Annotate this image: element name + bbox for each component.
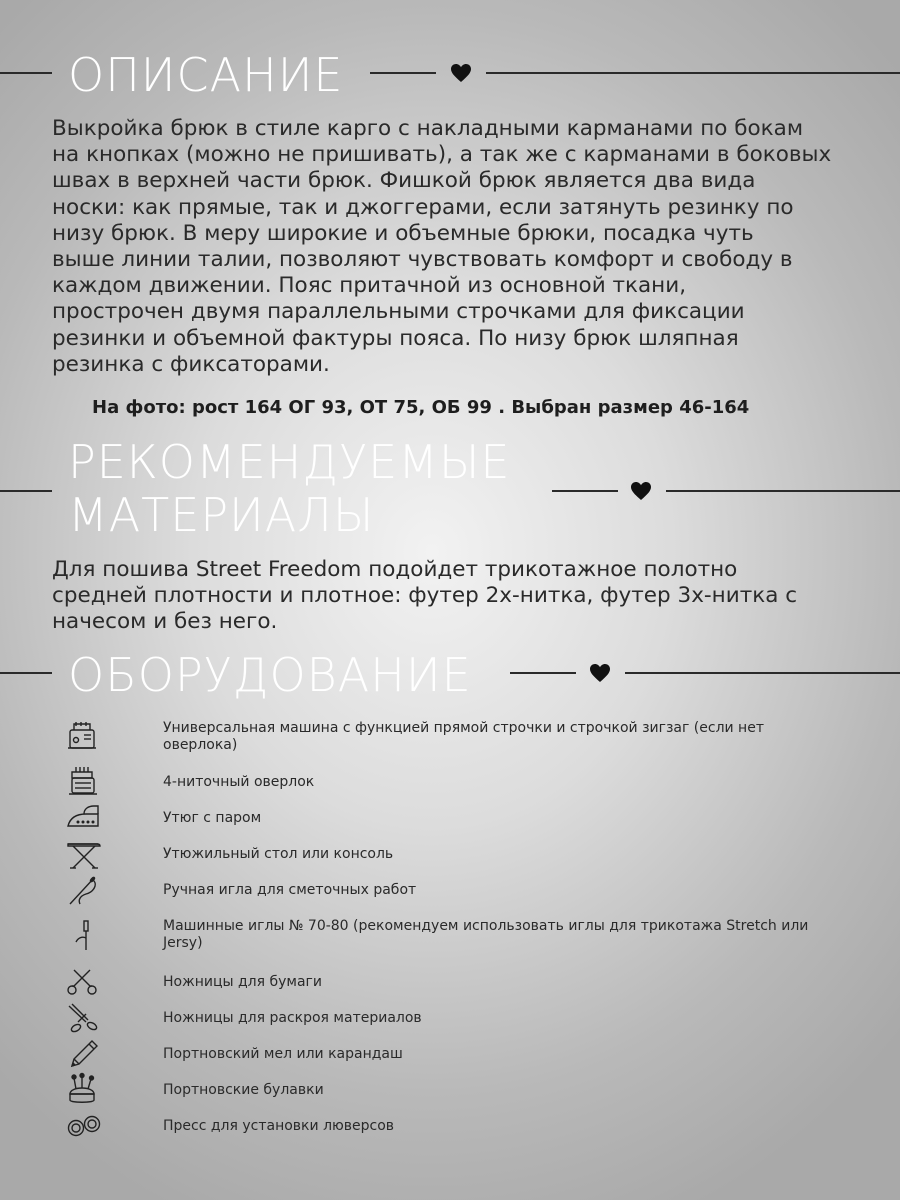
description-line: носки: как прямые, так и джоггерами, если затянуть резинку по <box>52 194 794 220</box>
rule-middle <box>510 672 576 674</box>
equipment-label-line: Машинные иглы № 70-80 (рекомендуем использовать иглы для трикотажа Stretch или <box>163 918 809 934</box>
eyelet-press-icon <box>64 1108 104 1144</box>
rule-left <box>0 672 52 674</box>
equipment-item <box>0 964 900 1000</box>
equipment-item <box>0 872 900 908</box>
overlock-icon <box>64 764 104 800</box>
equipment-label <box>163 720 863 754</box>
chalk-pencil-icon <box>64 1036 104 1072</box>
rule-left <box>0 72 52 74</box>
description-line: резинки и объемной фактуры пояса. По низу брюк шляпная <box>52 325 739 351</box>
equipment-item <box>0 1000 900 1036</box>
sewing-machine-icon <box>64 718 104 754</box>
fabric-scissors-icon <box>64 1000 104 1036</box>
equipment-label: Портновские булавки <box>163 1082 324 1098</box>
heart-icon <box>629 479 653 503</box>
equipment-item <box>0 1036 900 1072</box>
rule-right <box>625 672 900 674</box>
description-line: Выкройка брюк в стиле карго с накладными карманами по бокам <box>52 116 804 141</box>
hand-needle-icon <box>64 872 104 908</box>
equipment-label: Ножницы для бумаги <box>163 974 323 990</box>
photo-note: На фото: рост 164 ОГ 93, ОТ 75, ОБ 99 . Выбран размер 46-164 <box>92 397 750 418</box>
equipment-label: Ножницы для раскроя материалов <box>163 1010 422 1026</box>
paper-scissors-icon <box>64 964 104 1000</box>
description-text <box>52 116 831 378</box>
materials-title <box>68 436 511 542</box>
description-line: каждом движении. Пояс притачной из основной ткани, <box>52 273 687 299</box>
materials-line: средней плотности и плотное: футер 2х-нитка, футер 3х-нитка с <box>52 583 798 609</box>
equipment-label: Утюг с паром <box>163 810 262 826</box>
equipment-item <box>0 1072 900 1108</box>
rule-middle <box>370 72 436 74</box>
materials-text <box>52 557 797 636</box>
materials-line: Для пошива Street Freedom подойдет трикотажное полотно <box>52 557 738 582</box>
equipment-label: Ручная игла для сметочных работ <box>163 882 417 898</box>
heart-icon <box>449 61 473 85</box>
equipment-label-line: Jersy) <box>163 935 203 951</box>
materials-title-line: РЕКОМЕНДУЕМЫЕ <box>68 435 511 489</box>
equipment-item <box>0 718 900 754</box>
machine-needle-icon <box>64 918 104 954</box>
heart-icon <box>588 661 612 685</box>
description-line: прострочен двумя параллельными строчками для фиксации <box>52 299 745 325</box>
ironing-board-icon <box>64 836 104 872</box>
rule-middle <box>552 490 618 492</box>
equipment-item <box>0 1108 900 1144</box>
description-title: ОПИСАНИЕ <box>68 48 344 102</box>
pins-cushion-icon <box>64 1072 104 1108</box>
equipment-title: ОБОРУДОВАНИЕ <box>68 648 472 702</box>
materials-line: начесом и без него. <box>52 609 278 635</box>
equipment-label <box>163 918 863 952</box>
rule-right <box>666 490 900 492</box>
rule-right <box>486 72 900 74</box>
equipment-item <box>0 764 900 800</box>
description-line: выше линии талии, позволяют чувствовать комфорт и свободу в <box>52 247 793 273</box>
equipment-item <box>0 800 900 836</box>
equipment-label: 4-ниточный оверлок <box>163 774 315 790</box>
description-line: на кнопках (можно не пришивать), а так же с карманами в боковых <box>52 142 832 168</box>
description-line: низу брюк. В меру широкие и объемные брюки, посадка чуть <box>52 220 754 246</box>
equipment-label: Портновский мел или карандаш <box>163 1046 403 1062</box>
equipment-label: Пресс для установки люверсов <box>163 1118 395 1134</box>
equipment-label-line: оверлока) <box>163 737 238 753</box>
description-line: резинка с фиксаторами. <box>52 351 330 377</box>
materials-title-line: МАТЕРИАЛЫ <box>68 488 375 542</box>
rule-left <box>0 490 52 492</box>
equipment-label-line: Универсальная машина с функцией прямой строчки и строчкой зигзаг (если нет <box>163 720 764 736</box>
steam-iron-icon <box>64 800 104 836</box>
equipment-item <box>0 836 900 872</box>
equipment-label: Утюжильный стол или консоль <box>163 846 394 862</box>
description-line: швах в верхней части брюк. Фишкой брюк является два вида <box>52 168 756 194</box>
equipment-item <box>0 918 900 954</box>
